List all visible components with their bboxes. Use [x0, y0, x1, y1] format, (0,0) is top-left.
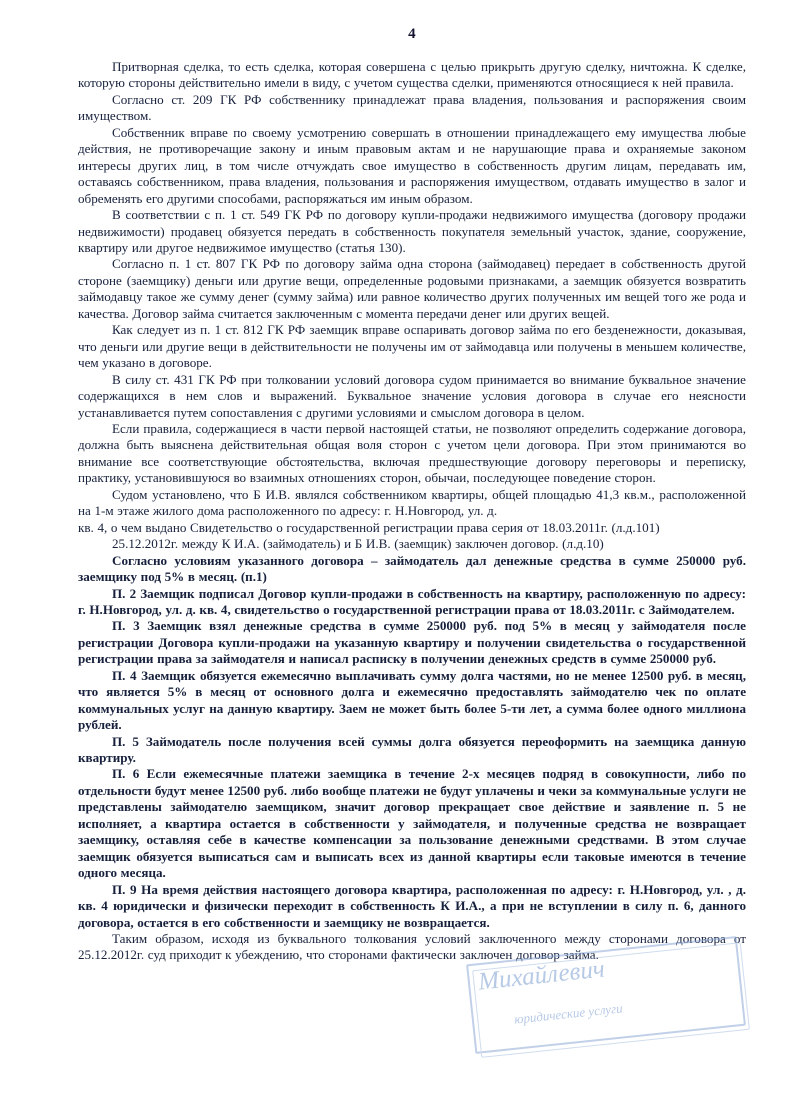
paragraph: П. 5 Займодатель после получения всей суммы долга обязуется переоформить на заемщика данную квартиру. [78, 733, 746, 766]
paragraph: В соответствии с п. 1 ст. 549 ГК РФ по договору купли-продажи недвижимого имущества (договору продажи недвижимости) продавец обязуется передать в собственность покупателя земельный участок, здание, сооружение, квартиру или другое недвижимое имущество (статья 130). [78, 207, 746, 255]
watermark-subtitle: юридические услуги [513, 1000, 624, 1027]
document-body [78, 59, 746, 964]
paragraph: кв. 4, о чем выдано Свидетельство о государственной регистрации права серия от 18.03.2011г. (л.д.101) [78, 519, 660, 535]
paragraph: Как следует из п. 1 ст. 812 ГК РФ заемщик вправе оспаривать договор займа по его безденежности, доказывая, что деньги или другие вещи в действительности не получены им от займодавца или получены в меньшем количестве, чем указано в договоре. [78, 322, 746, 371]
paragraph: 25.12.2012г. между К И.А. (займодатель) и Б И.В. (заемщик) заключен договор. (л.д.10) [112, 536, 604, 552]
watermark [470, 950, 770, 1060]
paragraph: Таким образом, исходя из буквального толкования условий заключенного между сторонами договора от 25.12.2012г. суд приходит к убеждению, что сторонами фактически заключен договор займа. [78, 931, 746, 963]
paragraph: Судом установлено, что Б И.В. являлся собственником квартиры, общей площадью 41,3 кв.м., расположенной на 1-м этаже жилого дома расположенного по адресу: г. Н.Новгород, ул. д. [78, 486, 746, 519]
paragraph: Согласно ст. 209 ГК РФ собственнику принадлежат права владения, пользования и распоряжения своим имуществом. [78, 91, 746, 124]
paragraph: Согласно условиям указанного договора – займодатель дал денежные средства в сумме 250000 руб. заемщику под 5% в месяц. (п.1) [78, 552, 746, 585]
paragraph: П. 9 На время действия настоящего договора квартира, расположенная по адресу: г. Н.Новгород, ул. , д. кв. 4 юридически и физически переходит в собственность К И.А., а при не вступлении в силу п. 6, данного договора, остается в его собственности и заемщику не возвращается. [78, 881, 746, 930]
paragraph: В силу ст. 431 ГК РФ при толковании условий договора судом принимается во внимание буквальное значение содержащихся в нем слов и выражений. Буквальное значение условия договора в случае его неясности устанавливается путем сопоставления с другими условиями и смыслом договора в целом. [78, 371, 746, 420]
paragraph: П. 2 Заемщик подписал Договор купли-продажи в собственность на квартиру, расположенную по адресу: г. Н.Новгород, ул. д. кв. 4, свидетельство о государственной регистрации права от 18.03.2011г. с Займодателем. [78, 585, 746, 617]
paragraph: Согласно п. 1 ст. 807 ГК РФ по договору займа одна сторона (займодавец) передает в собственность другой стороне (заемщику) деньги или другие вещи, определенные родовыми признаками, а заемщик обязуется возвратить займодавцу такое же сумму денег (сумму займа) или равное количество других полученных им вещей того же рода и качества. Договор займа считается заключенным с момента передачи денег или других вещей. [78, 256, 746, 321]
paragraph: П. 3 Заемщик взял денежные средства в сумме 250000 руб. под 5% в месяц у займодателя после регистрации Договора купли-продажи на указанную квартиру и получении свидетельства о государственной регистрации права за займодателя и написал расписку в получении денежных средств в сумме 250000 руб. [78, 618, 746, 667]
paragraph: Если правила, содержащиеся в части первой настоящей статьи, не позволяют определить содержание договора, должна быть выяснена действительная общая воля сторон с учетом цели договора. При этом принимаются во внимание все соответствующие обстоятельства, включая предшествующие договору переговоры и переписку, практику, установившуюся во взаимных отношениях сторон, обычаи, последующее поведение сторон. [78, 420, 746, 486]
paragraph: П. 6 Если ежемесячные платежи заемщика в течение 2-х месяцев подряд в совокупности, либо по отдельности будут менее 12500 руб. либо вообще платежи не будут уплачены и чеки за коммунальные услуги не представлены займодателю заемщиком, значит договор прекращает свое действие и заявление п. 5 не исполняет, а квартира остается в собственности у займодателя, и полученные средства не возвращает заемщику, оставляя себе в качестве компенсации за пользование денежными средствами. В этом случае заемщик обязуется выписаться сам и выписать всех из данной квартиры если таковые имеются в течение одного месяца. [78, 766, 746, 881]
paragraph: Собственник вправе по своему усмотрению совершать в отношении принадлежащего ему имущества любые действия, не противоречащие закону и иным правовым актам и не нарушающие права и охраняемые законом интересы других лиц, в том числе отчуждать свое имущество в собственность другим лицам, передавать им, оставаясь собственником, права владения, пользования и распоряжения имуществом, отдавать имущество в залог и обременять его другими способами, распоряжаться им иным образом. [78, 124, 746, 206]
watermark-title: Михайлевич [476, 955, 607, 996]
paragraph: П. 4 Заемщик обязуется ежемесячно выплачивать сумму долга частями, но не менее 12500 руб. в месяц, что является 5% в месяц от основного долга и ежемесячно предоставлять займодателю чек по оплате коммунальных услуг на данную квартиру. Заем не может быть более 5-ти лет, а сумма более одного миллиона рублей. [78, 667, 746, 733]
page-number: 4 [408, 26, 416, 42]
paragraph: Притворная сделка, то есть сделка, которая совершена с целью прикрыть другую сделку, ничтожна. К сделке, которую стороны действительно имели в виду, с учетом существа сделки, применяются относящиеся к ней правила. [78, 59, 746, 91]
